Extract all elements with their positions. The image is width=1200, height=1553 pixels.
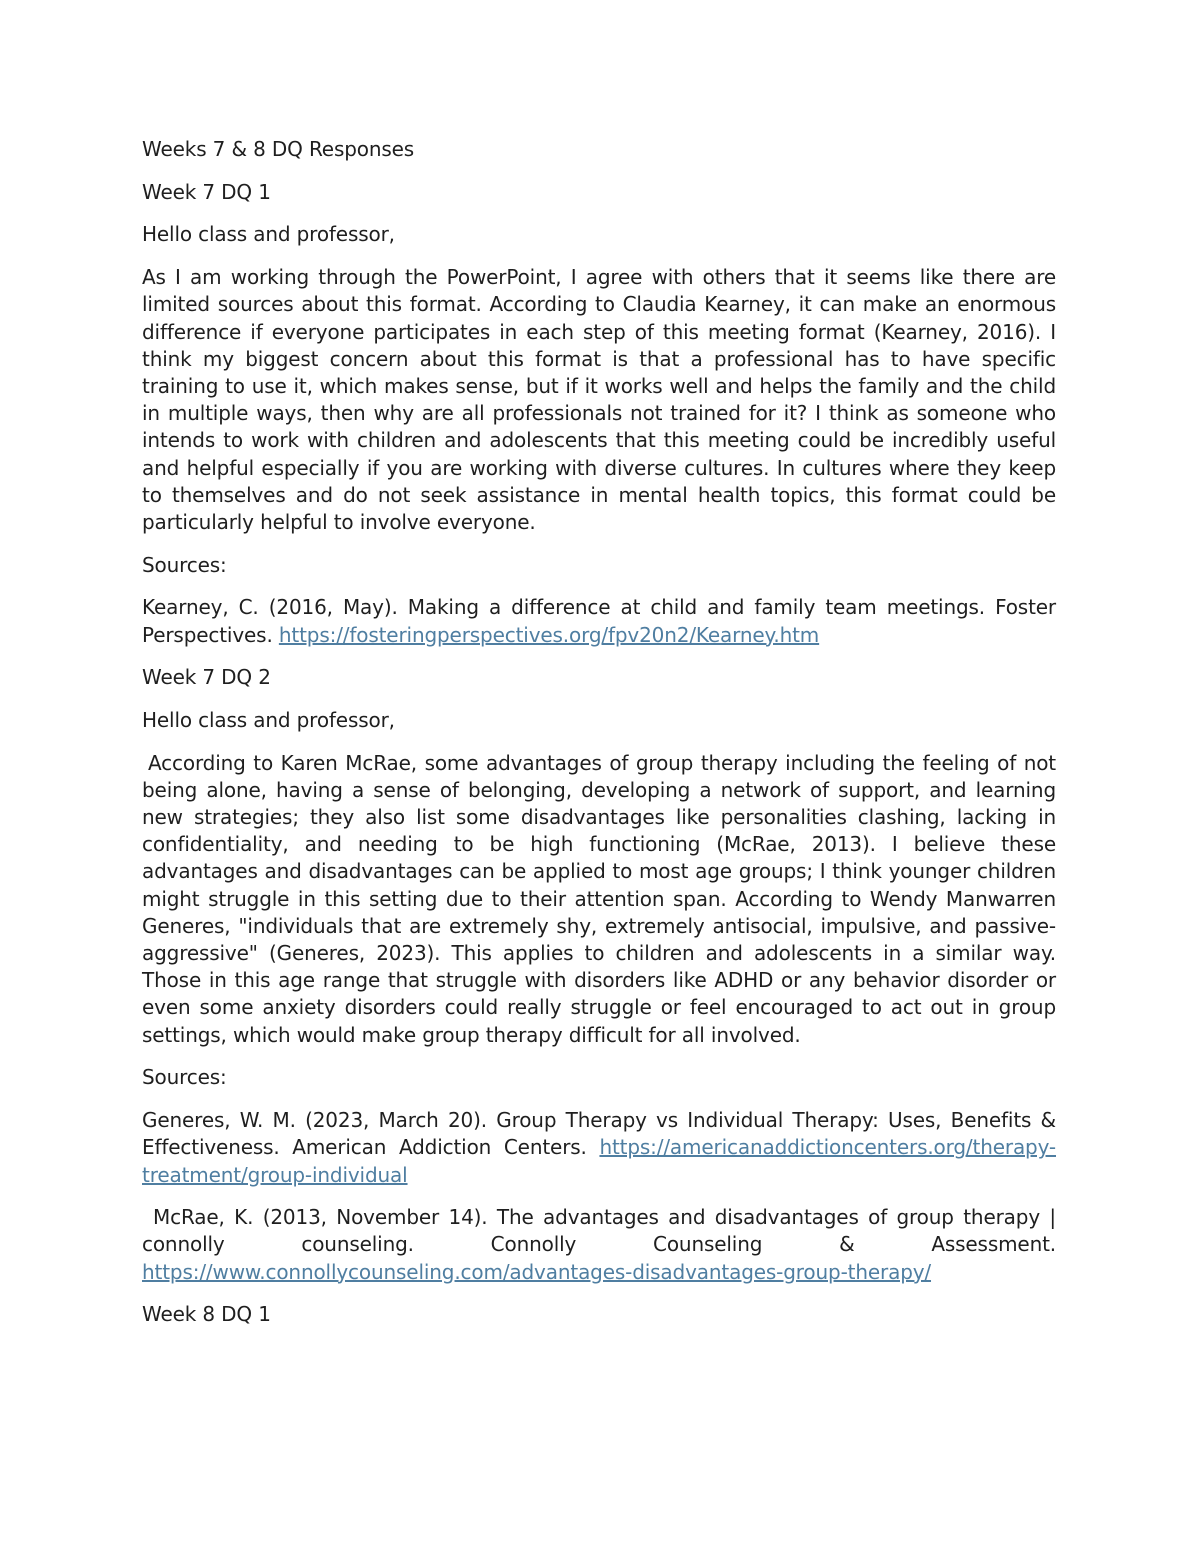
week7-dq2-source-mcrae: [142, 1204, 1056, 1286]
document-page: [142, 136, 1056, 1344]
week7-dq2-source-generes: [142, 1107, 1056, 1189]
week7-dq2-sources-label: Sources:: [142, 1065, 227, 1090]
source-link-mcrae[interactable]: https://www.connollycounseling.com/advantages-disadvantages-group-therapy/: [142, 1259, 932, 1284]
document-title: Weeks 7 & 8 DQ Responses: [142, 137, 415, 161]
source-citation: Kearney, C. (2016, May). Making a difference at child and family team meetings. Foster Perspectives.: [142, 595, 1056, 647]
source-citation: Generes, W. M. (2023, March 20). Group Therapy vs Individual Therapy: Uses, Benefits & Effectiveness. American Addiction Centers.: [142, 1108, 1056, 1160]
week7-dq1-body: As I am working through the PowerPoint, I agree with others that it seems like there are limited sources about this format. According to Claudia Kearney, it can make an enormous difference if everyone participates in each step of this meeting format (Kearney, 2016). I think my biggest concern about this format is that a professional has to have specific training to use it, which makes sense, but if it works well and helps the family and the child in multiple ways, then why are all professionals not trained for it? I think as someone who intends to work with children and adolescents that this meeting could be incredibly useful and helpful especially if you are working with diverse cultures. In cultures where they keep to themselves and do not seek assistance in mental health topics, this format could be particularly helpful to involve everyone.: [142, 265, 1056, 534]
week8-dq1-heading: Week 8 DQ 1: [142, 1302, 271, 1327]
week7-dq2-heading: Week 7 DQ 2: [142, 665, 271, 690]
week7-dq2-greeting: Hello class and professor,: [142, 707, 395, 732]
week7-dq1-source-kearney: [142, 594, 1056, 648]
source-link-generes[interactable]: https://americanaddictioncenters.org/therapy-treatment/group-individual: [142, 1135, 1056, 1187]
week7-dq1-greeting: Hello class and professor,: [142, 222, 395, 247]
source-link-kearney[interactable]: https://fosteringperspectives.org/fpv20n2/Kearney.htm: [278, 622, 820, 647]
week7-dq1-heading: Week 7 DQ 1: [142, 179, 271, 204]
source-citation: McRae, K. (2013, November 14). The advantages and disadvantages of group therapy | connolly counseling. Connolly Counseling & Assessment.: [142, 1205, 1056, 1257]
week7-dq1-sources-label: Sources:: [142, 552, 227, 577]
week7-dq2-body: According to Karen McRae, some advantages of group therapy including the feeling of not being alone, having a sense of belonging, developing a network of support, and learning new strategies; they also list some disadvantages like personalities clashing, lacking in confidentiality, and needing to be high functioning (McRae, 2013). I believe these advantages and disadvantages can be applied to most age groups; I think younger children might struggle in this setting due to their attention span. According to Wendy Manwarren Generes, "individuals that are extremely shy, extremely antisocial, impulsive, and passive-aggressive" (Generes, 2023). This applies to children and adolescents in a similar way. Those in this age range that struggle with disorders like ADHD or any behavior disorder or even some anxiety disorders could really struggle or feel encouraged to act out in group settings, which would make group therapy difficult for all involved.: [142, 750, 1056, 1047]
